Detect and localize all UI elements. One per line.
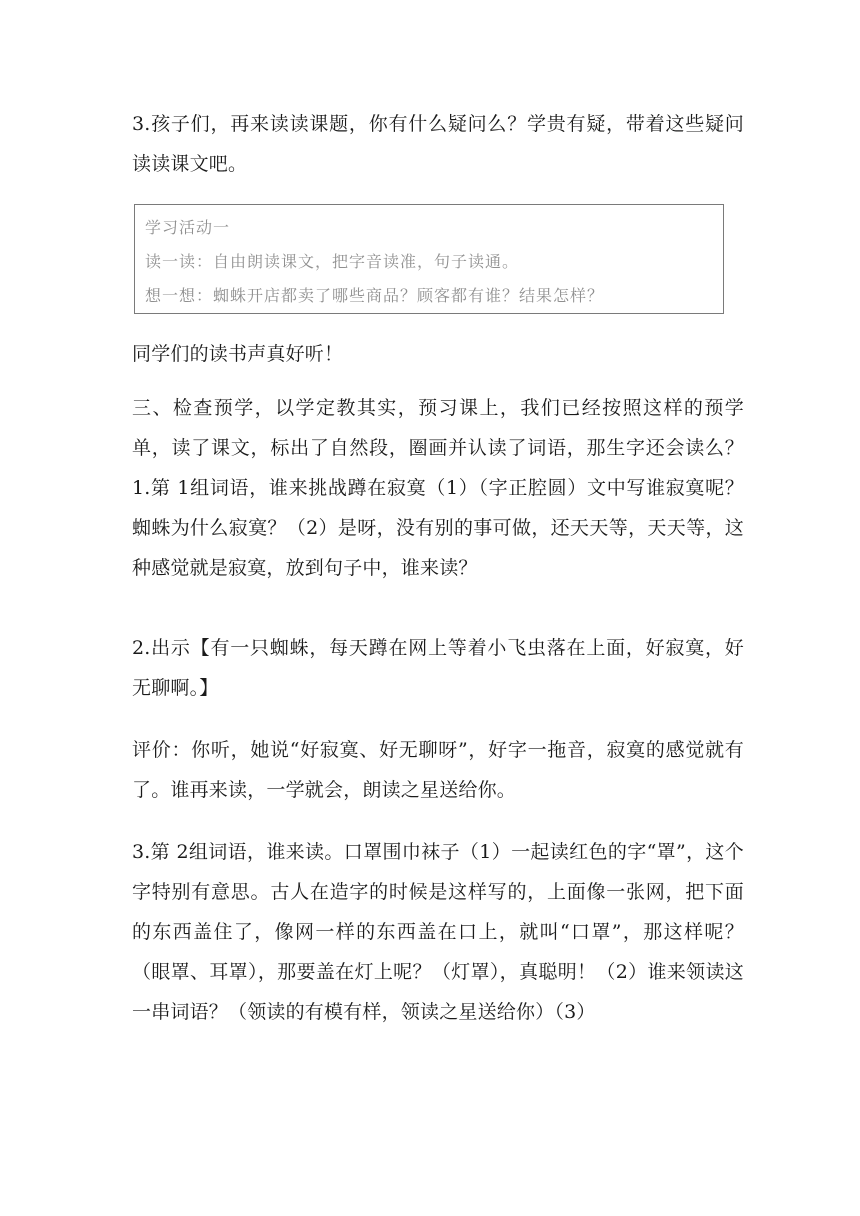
- paragraph-praise: 同学们的读书声真好听！: [132, 343, 344, 365]
- activity-read-instruction: 读一读：自由朗读课文，把字音读准，句子读通。: [145, 252, 520, 271]
- paragraph-check-preview: 三、检查预学，以学定教其实，预习课上，我们已经按照这样的预学单，读了课文，标出了自然段，圈画并认读了词语，那生字还会读么？1.第 1组词语，谁来挑战蹲在寂寞（1）（字正腔圆）文中写谁寂寞呢？蜘蛛为什么寂寞？（2）是呀，没有别的事可做，还天天等，天天等，这种感觉就是寂寞，放到句子中，谁来读？: [132, 397, 744, 579]
- activity-title: 学习活动一: [145, 218, 231, 237]
- paragraph-reread-title: 3.孩子们，再来读读课题，你有什么疑问么？学贵有疑，带着这些疑问读读课文吧。: [132, 113, 744, 175]
- learning-activity-box: [134, 204, 724, 314]
- paragraph-word-group-2: 3.第 2组词语，谁来读。口罩围巾袜子（1）一起读红色的字“罩”，这个字特别有意思。古人在造字的时候是这样写的，上面像一张网，把下面的东西盖住了，像网一样的东西盖在口上，就叫“口罩”，那这样呢？（眼罩、耳罩），那要盖在灯上呢？（灯罩），真聪明！（2）谁来领读这一串词语？（领读的有模有样，领读之星送给你）（3）: [132, 841, 744, 1023]
- activity-think-instruction: 想一想：蜘蛛开店都卖了哪些商品？顾客都有谁？结果怎样？: [145, 286, 605, 305]
- paragraph-evaluation: 评价：你听，她说“好寂寞、好无聊呀”，好字一拖音，寂寞的感觉就有了。谁再来读，一学就会，朗读之星送给你。: [132, 739, 744, 801]
- paragraph-show-sentence: 2.出示【有一只蜘蛛，每天蹲在网上等着小飞虫落在上面，好寂寞，好无聊啊。】: [132, 637, 744, 699]
